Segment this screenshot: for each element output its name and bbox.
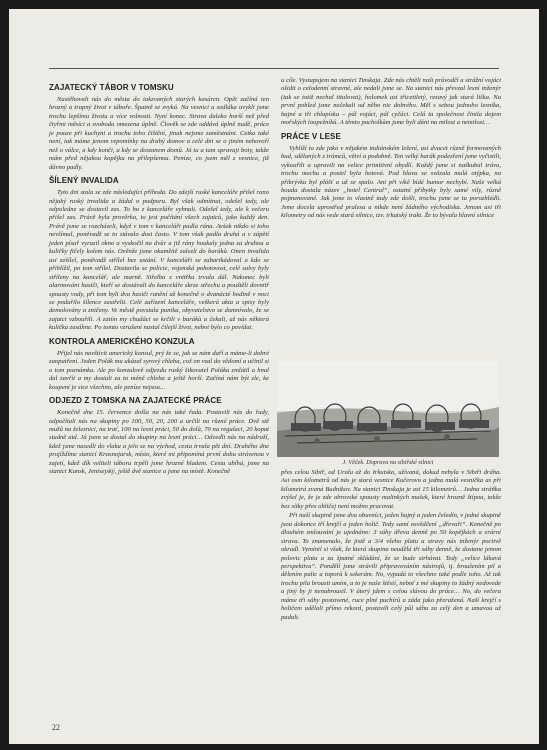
left-column <box>49 79 269 719</box>
paragraph: u cíle. Vystupujem na stanici Tinskaja. Zde nás chtěli naši průvodčí a strážní vojáci ošidit o celodenní stravné, ale nedali jsme se. Na stanici nás převzal lesní inženýr (tak se totiž nechal titulovat), holomek asi třicetiletý, rezavý jak stará liška. Na první pohled jsme nečekali od něho nic dobrého. Měl s sebou jednoho lesníka, hajné a tři chlapíska – pál vojáci, pál cyčáci. Celá ta společnost činila dojem mořských loupežníků. A těmto pacholkům jsme byli dáni na milost a nemilost… <box>281 77 501 127</box>
top-rule <box>49 68 499 69</box>
figure-illustration <box>277 361 499 457</box>
paragraph: přes celou Sibiř, od Uralu až do Irkutska, užívaná, dokud nebyla v Sibiři dráha. Asi osm kilometrů od nás je stará vesnice Kučerovo a jedna malá vesnička as při kilometrá zvaná Budnikov. Na stanici Tinskaja je asi 15 kilometrů… Jedna stráňka zvýšel je, že je zde obrovské spousty malinkých mušek, které hrozně štípou, takže bez sítky přes obličej není možno pracovat. <box>281 469 501 510</box>
paragraph: Při naší skupině jsme dva obuvníci, jeden hajný a jeden čeledín, v jedné skupině jsou dokonce tří krejčí a jeden holič. Tedy samí osvědčení „dřevaři“. Konečně po dlouhém smlouvání je ujednáno: 3 sáhy dřeva denně po 50 kopějkách a erární strava. To znamenalo, že jistě a 3/4 všeho platu a stravy nás inženýr poctivě okradl. Vymínil si však, že která skupina neudělá tři sáhy denně, že dostane jenom polovic platu a za špatné skládání, že se bude strhávat. Tedy „velice lákavá perspektiva“. Pondělí jsme strávili připravováním nástrojů, tj. broušením pil a dělením palic a toporů k sekerám. No, vypadá to všechno také podle toho. Až tak trochu pila brousit umím, a to je naše štěstí, neboť z mé skupiny to žádný nedovede a jiný by ji nenabrousil. V úterý jdem s celou slávou do práce… No, do večera máme tři sáhy postavené, ruce plné puchírů a záda jako přeražená. Naší krejčí s holičem udělali přímo rekord, postavili celý půl sáhu za celý den a umavou už padali. <box>281 512 501 621</box>
section-heading-prace: PRÁCE V LESE <box>281 131 341 141</box>
document-page <box>9 9 539 744</box>
paragraph: Tyto dni stala se zde následující příhoda. Do zdejší ruské kanceláře přišel rano nějaký ruský invalida a žádal o podporu. Byl však odmítnut, odešel tedy, ale odpoledne se dostavil zas. To ho z kanceláře vyhnali. Odešel tedy, ale k večeru přišel zas. Právě byla prověrka, to jest počítání všech zajatců, jako každý den. Právě jsme se rozcházeli, když v tom v kanceláři padla rána. Avšak nikdo si toho nevšímal, poněvadž se to stávalo dost často. V tom však padla druhá a v zápětí jeden písař vyrazil okno a vyskočil na dvůr a již rány houkaly jedna za druhou a kuličky fičely kolem nás. Ověnže jsme okamžitě zalezli do baráků. Onen invalida asi zešílel, poněvadž střílel bez ustání. V kanceláři se zabarikádoval a kdo se přiblížil, po tom střílel. Dostavila se policie, vojenská pohotovost, celé salvy byly střileny na kancelář, ale marně. Střelba z vnitřku trvala dál. Nakonec byli alarmováni hasiči, kteří se dostávali do kanceláře skrze střechu a pouštěli dovnitř spousty vody, při tom byli dva hasiči ranění až konečně o dvanácté hodině v noci se podařilo šílence zastřelit. Celé zařízení kanceláře, veškerá akta a spisy byly demolovány a zničeny. Ve městě povstala panika, obyvatelstvo se domnívalo, že se zajatci vzbouřili. A zatím my chudáci se krčili v barákù a čekali, až nás některá kulička zasáhne. Po tomto vzrušení nastal čilejší život, nebot bylo co povídat. <box>49 189 269 332</box>
section-heading-konzul: KONTROLA AMERICKÉHO KONZULA <box>49 336 195 346</box>
paragraph: Přijel nás navštívit americký konsul, prý že se, jak se nám daří a máme-li dobré zaopatření. Jeden Polák mu ukázal syrový chleba, což on vzal do vědomí a učinil si o tom poznámku. Ale po konzulově odjezdu ruský šikovatel Poláka zmlátil a hnal dal zavřít a my dostali za to méně chleba a ještě horší. Začíná nám být zle, ke koupení je sice všechno, ale peníze nejsou… <box>49 349 269 391</box>
right-column-top <box>281 77 501 368</box>
section-heading-tabor: ZAJATECKÝ TÁBOR V TOMSKU <box>49 83 174 92</box>
section-heading-odjezd: ODJEZD Z TOMSKA NA ZAJATECKÉ PRÁCE <box>49 396 222 406</box>
sleds-on-road-illustration <box>277 361 499 457</box>
paragraph: Konečně dne 15. července došla na nás také řada. Postavili nás do řady, odpočítali nás na skupiny po 100, 50, 20, 200 a určili na různé práce. Dvě stě mužů na železnici, na trať, 100 na lesní práci, 50 do dolů, 70 na regulaci, 20 kopat studně atd. Já jsem se dostal do skupiny na lesní práci… Odvedli nás na nádraží, kdež jsme nasedli do vlaku a jelo se na východ, cesta trvala pět dní. Druhého dne projíždíme stanicí Krasnojarsk, místo, které mi připomíná první dobu strávenou v zajetí, kdež dík veliteli táboru trpěli jsme hrozné hladem. Cesta ubíhá, jsme na stanici Kansk, Jenisejský, ještě dvě stanice a jsme na místě. Konečně <box>49 409 269 476</box>
paragraph: Vyhlíží to zde jako v nějakém indiánském ležení, asi dvacet různě formovaných bud, sdělaných z trámců, větví a podobně. Ten velký barák podezření jsme vyčistili, vykouřili a upravili na velice primitivní obydlí. Každý jsme si naškubal trávu, trochu mechu a postel byla hotová. Pod hlavu se svázala malá otýpka, na přikrývku byl plášť a už se spalo. Ani při víkě bídé humor nechybí. Naše velká bouda dostala název „hotel Central“, ostatní příbytky byly samé vily, různě pojmenované. Jak jsme to vlastně tady zde došli, trochu jsme se tu porozhlédli. Jsme docela uprostřed pralesa a nikde není žádného východiska. Jenom asi tři kilometry od nás vede stará silnice, tzv. irkutský trakt. Že to bývala hlavní silnice <box>281 144 501 220</box>
paragraph: Nastěhovali nás do města do takzvaných starých kasáren. Opět začíná ten hrozný a trapný život v tábořе. Špatně se zvyká. Na vesnici u sedláka uvykli jsme trochu lepšímu životu a více volnosti. Nyní konec. Strava daleko horší než před čtyřmi měsíci a svoboda omezena úplně. Člověk se zde oddává úplně nudě, práce je pouze při kuchyni a trochu toho čištění, jinak nejsme zaměstnáni. Cetka také není, tak máme jenom vzpomínky na drahý domov a celé dni se o jiném nehovoří než o válce, a kdy konči, a kdy se dostanem domů. Já tu a tam spravuji boty, takže mám před nějakou kopějku na přilepšenou. Peníze, co jsem měl z vesnice, již dávno padly. <box>49 96 269 171</box>
section-heading-invalida: ŠÍLENÝ INVALIDA <box>49 176 119 186</box>
page-number: 22 <box>52 723 60 732</box>
right-column-bottom <box>281 469 501 724</box>
figure-caption: J. Věček. Doprava na sibiřské silnici <box>342 459 434 466</box>
